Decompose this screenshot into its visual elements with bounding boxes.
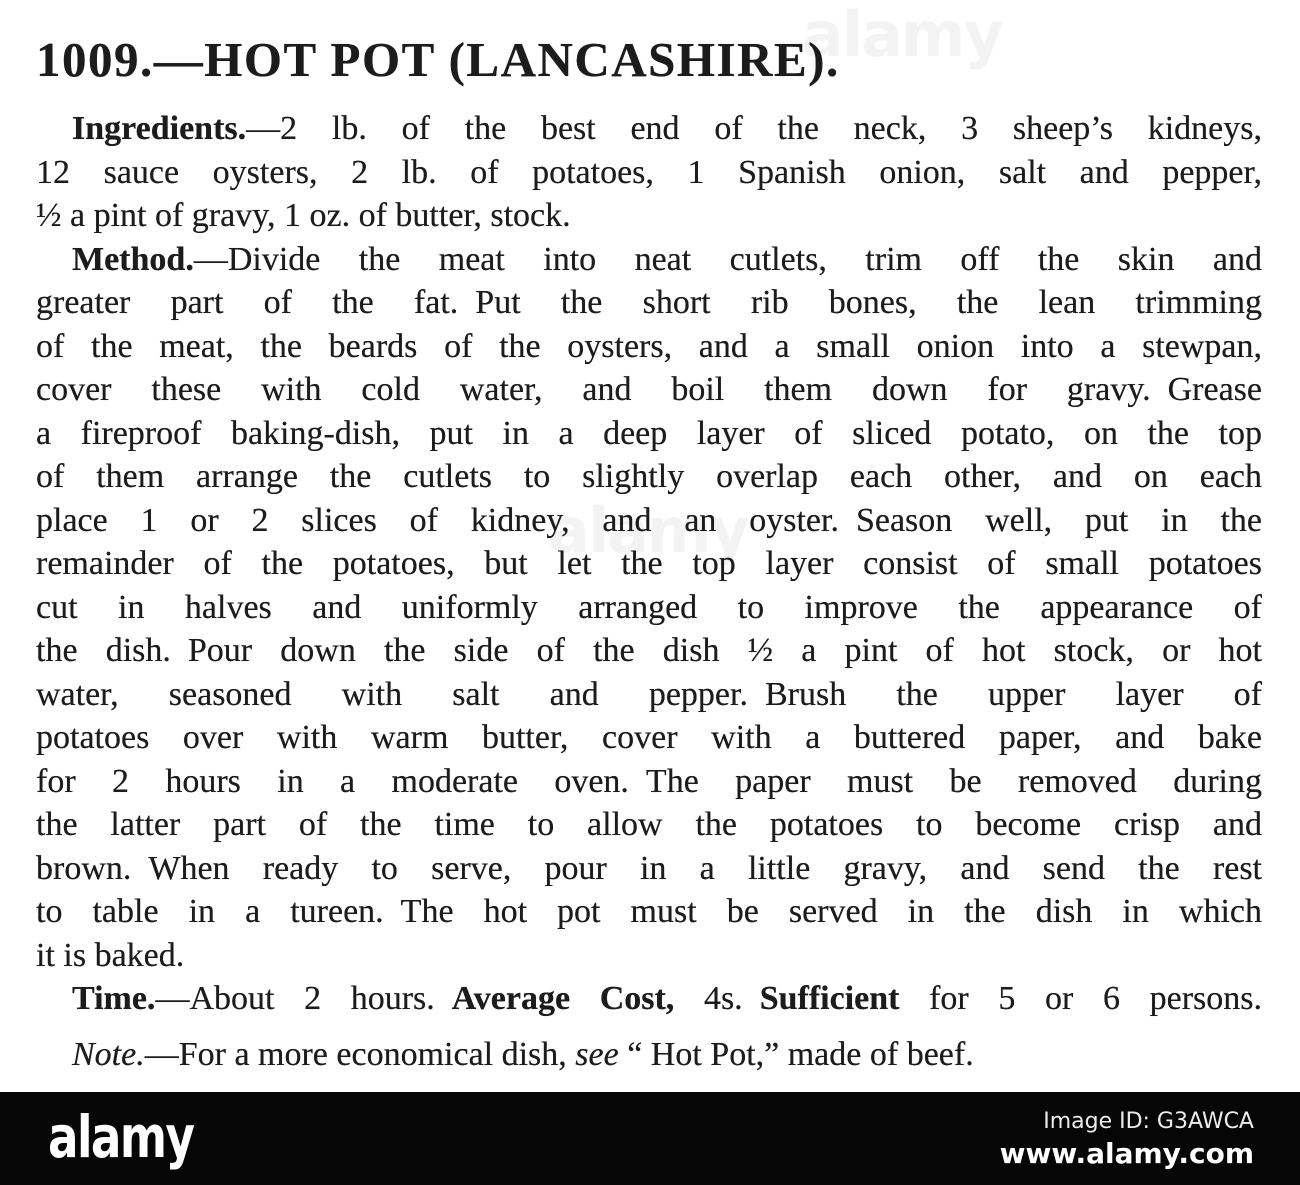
text-line: [36, 934, 1262, 978]
text-segment: ½ a pint of gravy, 1 oz. of butter, stock.: [36, 197, 571, 234]
text-line: [36, 629, 1262, 673]
text-segment: “ Hot Pot,” made of beef.: [618, 1035, 974, 1073]
text-line: [36, 455, 1262, 499]
text-segment: for 2 hours in a moderate oven. The paper must be removed during: [36, 762, 1262, 800]
text-segment: Average Cost,: [451, 980, 675, 1017]
text-line: [36, 238, 1262, 282]
paragraph-note: [36, 1033, 1262, 1077]
text-segment: of the meat, the beards of the oysters, and a small onion into a stewpan,: [36, 327, 1262, 365]
text-segment: brown. When ready to serve, pour in a little gravy, and send the rest: [36, 849, 1262, 887]
text-segment: potatoes over with warm butter, cover with a buttered paper, and bake: [36, 719, 1262, 756]
text-segment: the latter part of the time to allow the potatoes to become crisp and: [36, 806, 1262, 843]
text-line: [36, 151, 1262, 195]
text-segment: place 1 or 2 slices of kidney, and an oyster. Season well, put in the: [36, 501, 1262, 539]
text-line: [36, 107, 1262, 151]
text-segment: for 5 or 6 persons.: [899, 980, 1262, 1017]
text-segment: Time.: [72, 980, 156, 1017]
text-segment: Note.: [72, 1035, 145, 1073]
text-segment: Ingredients.: [72, 110, 247, 147]
text-line: [36, 281, 1262, 325]
text-line: [36, 586, 1262, 630]
text-segment: water, seasoned with salt and pepper. Brush the upper layer of: [36, 675, 1262, 713]
alamy-url-text: www.alamy.com: [999, 1137, 1254, 1170]
text-segment: Method.: [72, 240, 194, 278]
text-line: [36, 325, 1262, 369]
text-segment: it is baked.: [36, 936, 185, 974]
text-segment: cut in halves and uniformly arranged to improve the appearance of: [36, 588, 1262, 626]
text-line: [36, 194, 1262, 238]
text-segment: Sufficient: [759, 980, 900, 1017]
text-line: [36, 542, 1262, 586]
text-line: [36, 368, 1262, 412]
image-id-text: Image ID: G3AWCA: [1043, 1109, 1254, 1134]
text-line: [36, 890, 1262, 934]
text-line: [36, 673, 1262, 717]
text-segment: to table in a tureen. The hot pot must be served in the dish in which: [36, 893, 1262, 930]
footer-right-block: [1000, 1107, 1254, 1170]
text-segment: —For a more economical dish,: [144, 1035, 576, 1073]
text-segment: —2 lb. of the best end of the neck, 3 sheep’s kidneys,: [246, 110, 1262, 147]
text-line: [36, 412, 1262, 456]
text-segment: remainder of the potatoes, but let the top layer consist of small potatoes: [36, 545, 1262, 582]
text-segment: 4s.: [674, 980, 760, 1017]
text-segment: —About 2 hours.: [155, 980, 452, 1017]
text-segment: cover these with cold water, and boil them down for gravy. Grease: [36, 371, 1262, 408]
paragraph-method: [36, 238, 1262, 978]
text-segment: the dish. Pour down the side of the dish ½ a pint of hot stock, or hot: [36, 632, 1262, 669]
text-segment: a fireproof baking-dish, put in a deep layer of sliced potato, on the top: [36, 414, 1262, 452]
paragraph-ingredients: [36, 107, 1262, 238]
paragraph-time-cost: [36, 977, 1262, 1021]
text-segment: —Divide the meat into neat cutlets, trim off the skin and: [193, 240, 1262, 278]
text-line: [36, 977, 1262, 1021]
text-line: [36, 847, 1262, 891]
text-line: [36, 716, 1262, 760]
text-segment: see: [575, 1035, 619, 1073]
text-line: [36, 1033, 1262, 1077]
paragraph-container: [36, 107, 1262, 1076]
text-line: [36, 803, 1262, 847]
alamy-logo: alamy: [48, 1102, 194, 1171]
text-line: [36, 499, 1262, 543]
text-line: [36, 760, 1262, 804]
alamy-watermark-bar: [0, 1092, 1300, 1185]
page-title: 1009.—HOT POT (LANCASHIRE).: [36, 32, 840, 87]
text-segment: greater part of the fat. Put the short rib bones, the lean trimming: [36, 284, 1262, 321]
text-segment: 12 sauce oysters, 2 lb. of potatoes, 1 Spanish onion, salt and pepper,: [36, 153, 1262, 191]
text-segment: of them arrange the cutlets to slightly overlap each other, and on each: [36, 458, 1262, 495]
